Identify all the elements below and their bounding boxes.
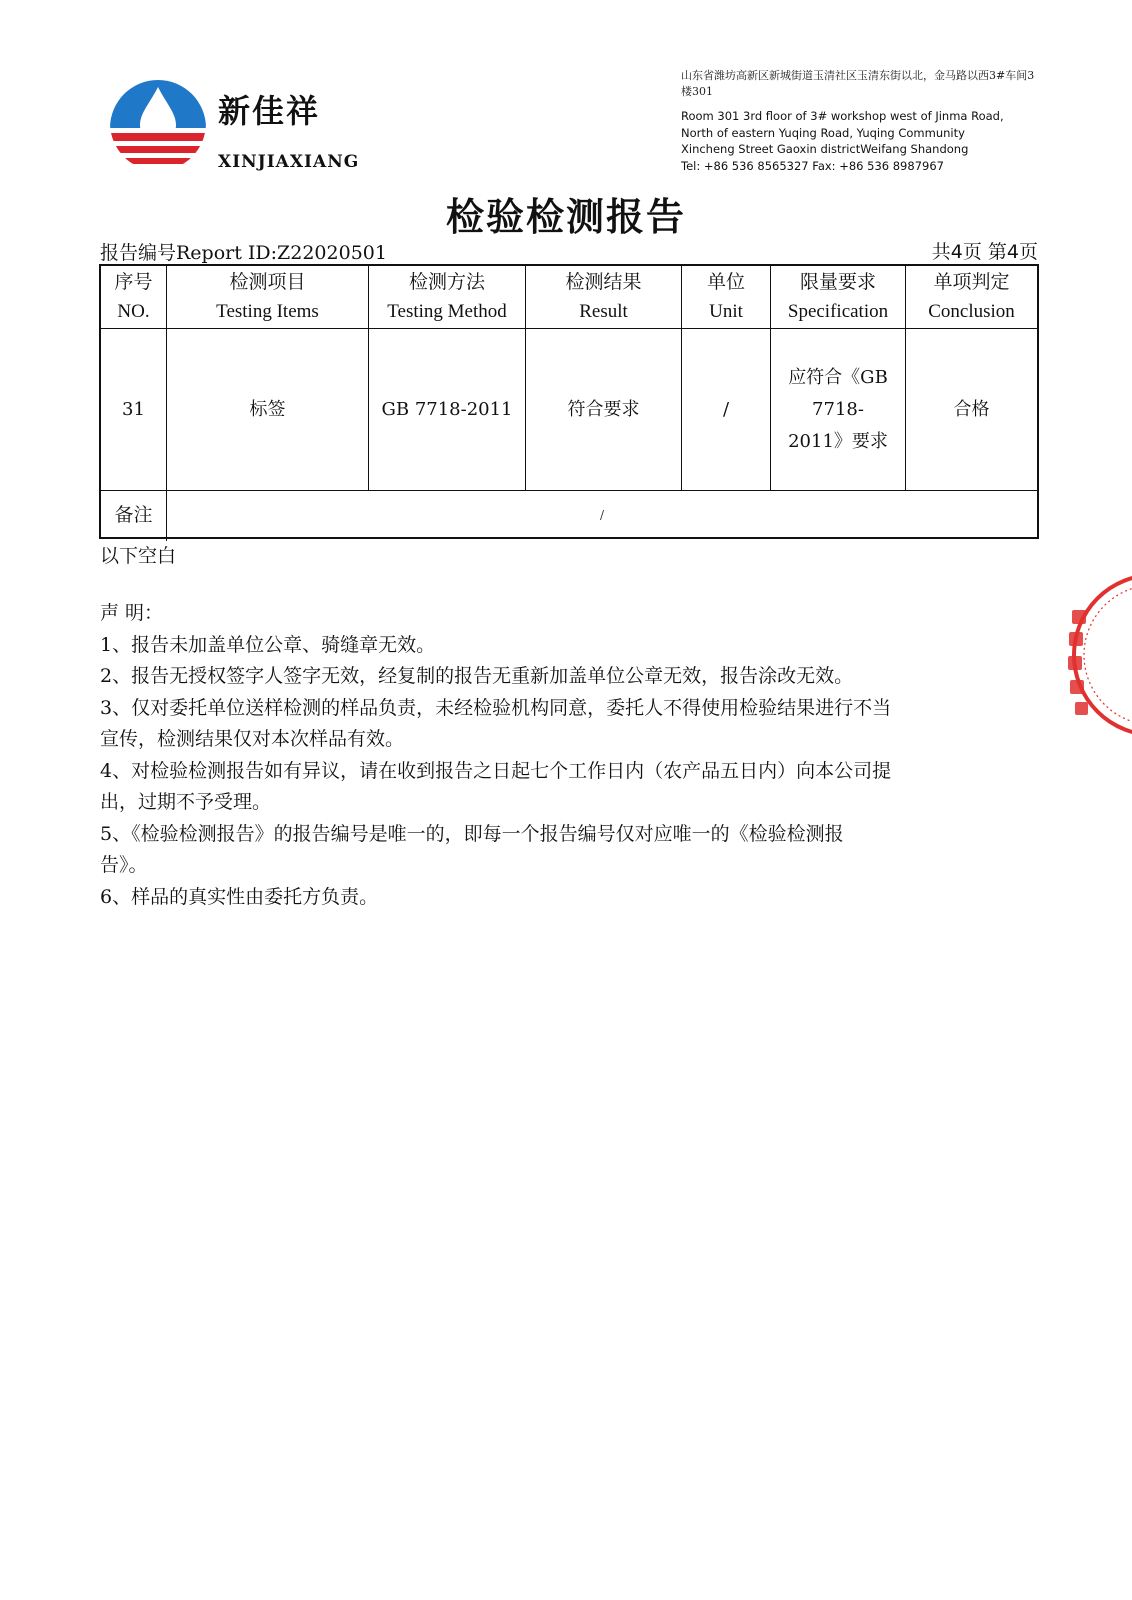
- cell-item: 标签: [249, 398, 286, 420]
- header-en: Result: [579, 301, 628, 322]
- remark-label: 备注: [114, 504, 153, 526]
- cell-unit: /: [722, 398, 730, 420]
- address-line: North of eastern Yuqing Road, Yuqing Community: [681, 125, 965, 140]
- address-line: Room 301 3rd floor of 3# workshop west of Jinma Road,: [681, 109, 1004, 123]
- statement-item: 2、报告无授权签字人签字无效，经复制的报告无重新加盖单位公章无效，报告涂改无效。: [100, 665, 854, 687]
- statement-item: 宣传，检测结果仅对本次样品有效。: [100, 728, 405, 750]
- remark-value: /: [599, 508, 605, 522]
- cell-specification: [771, 329, 905, 490]
- header-cn: 限量要求: [799, 271, 876, 293]
- header-unit: [682, 266, 770, 328]
- cell-result: 符合要求: [567, 398, 640, 420]
- statement-item: 告》。: [100, 854, 148, 876]
- contact-line: Tel: +86 536 8565327 Fax: +86 536 8987967: [681, 158, 944, 173]
- spec-line: 7718-: [812, 398, 864, 420]
- header-specification: [771, 266, 905, 328]
- address-cn: 山东省潍坊高新区新城街道玉清社区玉清东街以北，金马路以西3#车间3楼301: [681, 69, 1035, 98]
- header-en: Testing Method: [387, 301, 507, 322]
- header-conclusion: [906, 266, 1037, 328]
- statement-item: 6、样品的真实性由委托方负责。: [100, 885, 379, 908]
- header-cn: 检测项目: [229, 271, 306, 293]
- address-en: [681, 108, 1041, 174]
- header-en: NO.: [117, 301, 150, 322]
- header-result: [526, 266, 681, 328]
- header-en: Specification: [787, 301, 889, 322]
- header-testing-items: [167, 266, 368, 328]
- spec-line: 应符合《GB: [788, 366, 888, 388]
- page-info: 共4页 第4页: [931, 241, 1038, 263]
- statement-item: 4、对检验检测报告如有异议，请在收到报告之日起七个工作日内（农产品五日内）向本公司提: [100, 759, 892, 782]
- spec-line: 2011》要求: [788, 430, 888, 452]
- header-cn: 单项判定: [933, 271, 1010, 293]
- company-name-en: XINJIAXIANG: [218, 152, 360, 172]
- statement-item: 出，过期不予受理。: [100, 791, 272, 813]
- header-cn: 检测结果: [565, 271, 642, 293]
- header-cn: 检测方法: [408, 271, 485, 293]
- header-testing-method: [369, 266, 525, 328]
- report-title: 检验检测报告: [445, 195, 686, 239]
- results-table: [99, 264, 1039, 539]
- header-en: Testing Items: [216, 301, 319, 322]
- report-id: 报告编号Report ID:Z22020501: [100, 242, 387, 264]
- header-en: Conclusion: [928, 301, 1015, 322]
- header-no: [101, 266, 166, 328]
- statement: [100, 598, 1030, 913]
- statement-item: 3、仅对委托单位送样检测的样品负责，未经检验机构同意，委托人不得使用检验结果进行不当: [100, 696, 892, 719]
- company-logo: [108, 73, 208, 173]
- below-blank-note: 以下空白: [100, 545, 177, 567]
- statement-heading: 声 明：: [100, 602, 164, 624]
- seal-stamp: [1062, 570, 1132, 740]
- statement-item: 1、报告未加盖单位公章、骑缝章无效。: [100, 633, 436, 656]
- cell-conclusion: 合格: [953, 398, 990, 420]
- header-en: Unit: [709, 301, 743, 322]
- cell-no: 31: [122, 398, 145, 420]
- cell-method: GB 7718-2011: [381, 398, 513, 420]
- header-cn: 序号: [114, 271, 153, 293]
- header-cn: 单位: [706, 271, 745, 293]
- address-line: Xincheng Street Gaoxin districtWeifang Shandong: [681, 142, 969, 156]
- statement-item: 5、《检验检测报告》的报告编号是唯一的，即每一个报告编号仅对应唯一的《检验检测报: [100, 822, 844, 845]
- company-name-cn: 新佳祥: [218, 92, 321, 130]
